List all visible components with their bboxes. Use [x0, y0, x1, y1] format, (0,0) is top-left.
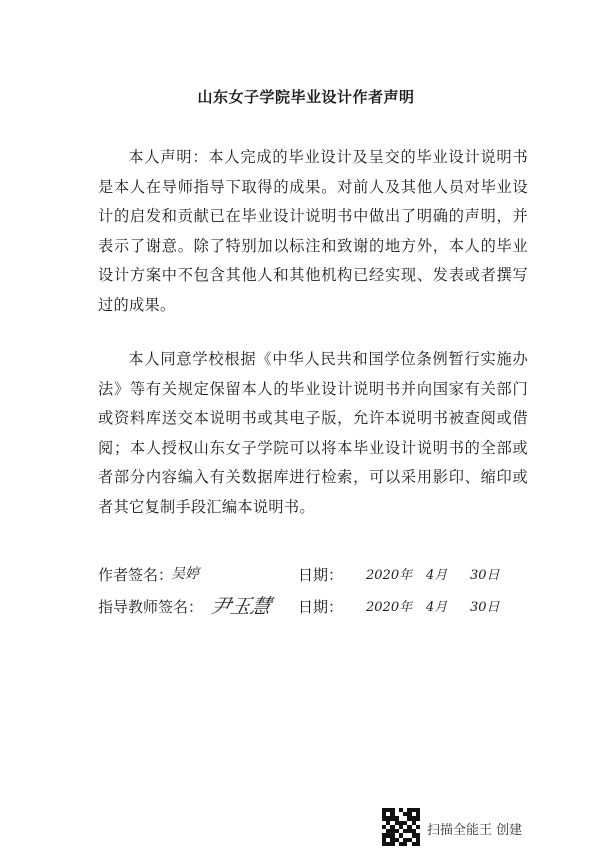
author-signature: 吴婷	[171, 566, 199, 582]
advisor-date-year: 2020年	[366, 600, 413, 615]
author-date-month: 4月	[426, 568, 448, 583]
document-title: 山东女子学院毕业设计作者声明	[197, 88, 415, 106]
advisor-signature: 尹玉慧	[208, 594, 274, 618]
scanner-watermark	[382, 808, 582, 856]
advisor-signature-row	[98, 592, 538, 622]
advisor-date-day: 30日	[470, 600, 500, 615]
author-date-year: 2020年	[366, 568, 413, 583]
consent-paragraph: 本人同意学校根据《中华人民共和国学位条例暂行实施办法》等有关规定保留本人的毕业设计说明书并向国家有关部门或资料库送交本说明书或其电子版，允许本说明书被查阅或借阅；本人授权山东女子学院可以将本毕业设计说明书的全部或者部分内容编入有关数据库进行检索，可以采用影印、缩印或者其它复制手段汇编本说明书。	[98, 350, 528, 516]
author-date-label: 日期：	[298, 566, 344, 584]
author-date-day: 30日	[470, 568, 500, 583]
qr-code-icon	[382, 808, 420, 846]
author-signature-row	[98, 560, 538, 590]
advisor-signature-label: 指导教师签名：	[98, 598, 204, 616]
scanner-text: 扫描全能王 创建	[427, 823, 523, 838]
advisor-date-label: 日期：	[298, 598, 344, 616]
advisor-date-month: 4月	[426, 600, 448, 615]
declaration-paragraph: 本人声明：本人完成的毕业设计及呈交的毕业设计说明书是本人在导师指导下取得的成果。对前人及其他人员对毕业设计的启发和贡献已在毕业设计说明书中做出了明确的声明，并表示了谢意。除了特别加以标注和致谢的地方外，本人的毕业设计方案中不包含其他人和其他机构已经实现、发表或者撰写过的成果。	[98, 148, 528, 314]
author-signature-label: 作者签名：	[98, 566, 174, 584]
